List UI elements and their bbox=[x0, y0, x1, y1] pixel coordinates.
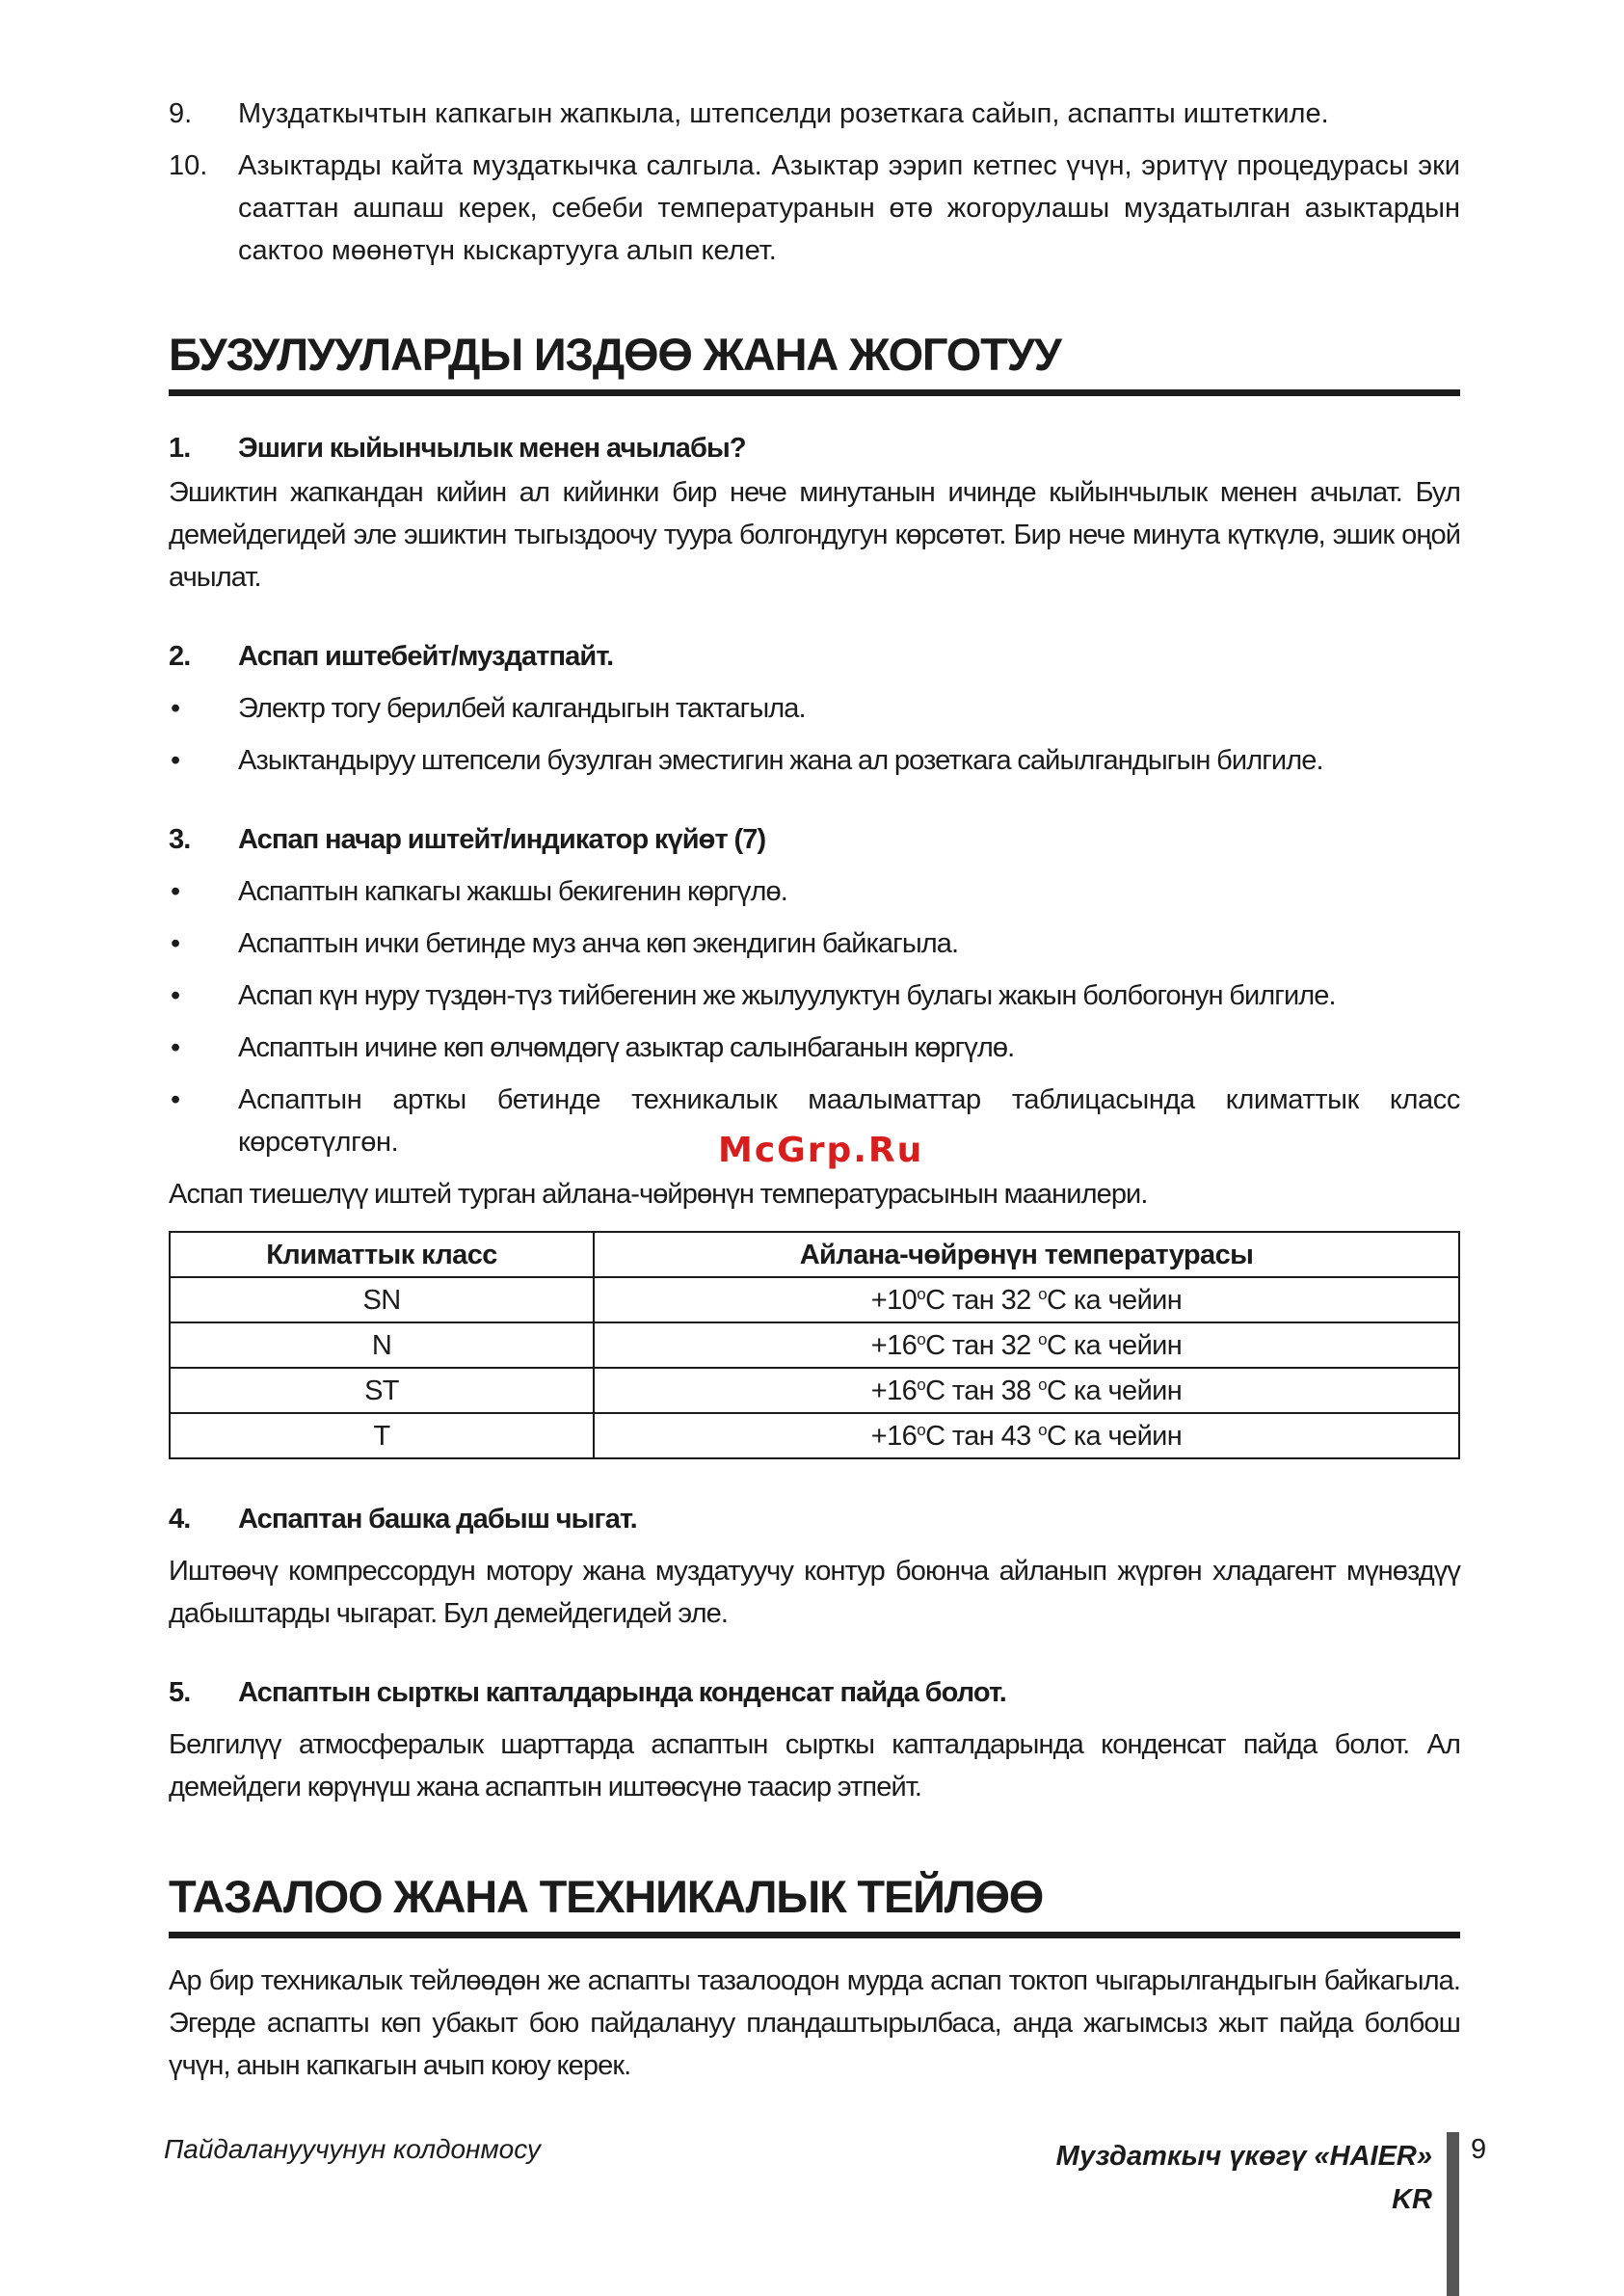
question-5-heading bbox=[169, 1671, 1460, 1714]
footer-language-code: KR bbox=[1392, 2184, 1432, 2215]
bullet-item: • Аспаптын арткы бетинде техникалык маалыматтар таблицасында климаттык класс көрсөтүлгөн. bbox=[169, 1079, 1460, 1163]
step-number: 9. bbox=[169, 98, 193, 129]
footer-product-name: Муздаткыч үкөгү «HAIER» bbox=[1055, 2141, 1432, 2172]
section-title-cleaning: ТАЗАЛОО ЖАНА ТЕХНИКАЛЫК ТЕЙЛӨӨ bbox=[169, 1868, 1460, 1938]
temperature-range-cell: $+16^oC$ тан 43 $^o$C ка чейин bbox=[594, 1413, 1459, 1458]
section-title-troubleshooting: БУЗУЛУУЛАРДЫ ИЗДӨӨ ЖАНА ЖОГОТУУ bbox=[169, 326, 1460, 396]
step-text: Азыктарды кайта муздаткычка салгыла. Азыктар ээрип кетпес үчүн, эритүү процедурасы эки сааттан ашпаш керек, себеби температуранын өтө жогорулашы муздатылган азыктардын сактоо мөөнөтүн кыскартууга алып келет. bbox=[238, 150, 1460, 266]
bullet-dot-icon: • bbox=[171, 1032, 180, 1063]
bullet-dot-icon: • bbox=[171, 693, 180, 724]
question-2-heading bbox=[169, 635, 1460, 678]
bullet-dot-icon: • bbox=[171, 928, 180, 959]
climate-class-cell: ST bbox=[170, 1368, 594, 1413]
bullet-item: • Электр тогу берилбей калгандыгын тактагыла. bbox=[169, 687, 1460, 730]
question-number: 4. bbox=[169, 1504, 191, 1535]
watermark-text: McGrp.Ru bbox=[718, 1131, 924, 1170]
climate-table-caption: Аспап тиешелүү иштей турган айлана-чөйрөнүн температурасынын маанилери. bbox=[169, 1179, 1148, 1210]
step-number: 10. bbox=[169, 150, 208, 181]
question-4-heading bbox=[169, 1498, 1460, 1540]
table-row bbox=[170, 1322, 1459, 1368]
question-title: Аспаптан башка дабыш чыгат. bbox=[238, 1504, 637, 1535]
question-title: Аспап начар иштейт/индикатор күйөт (7) bbox=[238, 824, 766, 855]
question-4-text: Иштөөчү компрессордун мотору жана муздатуучу контур боюнча айланып жүргөн хладагент мүнөздүү дабыштарды чыгарат. Бул демейдегидей эле. bbox=[169, 1556, 1460, 1629]
question-1-text: Эшиктин жапкандан кийин ал кийинки бир нече минутанын ичинде кыйынчылык менен ачылат. Бул демейдегидей эле эшиктин тыгыздоочу туура болгондугун көрсөтөт. Бир нече минута күткүлө, эшик оңой ачылат. bbox=[169, 477, 1460, 593]
climate-class-cell: SN bbox=[170, 1277, 594, 1322]
question-3-heading bbox=[169, 818, 1460, 861]
table-row bbox=[170, 1413, 1459, 1458]
temperature-range-cell: $+10^oC$ тан 32 $^o$C ка чейин bbox=[594, 1277, 1459, 1322]
footer-product-title bbox=[1056, 2135, 1432, 2222]
question-number: 1. bbox=[169, 433, 191, 464]
bullet-dot-icon: • bbox=[171, 876, 180, 907]
question-title: Эшиги кыйынчылык менен ачылабы? bbox=[238, 433, 746, 464]
table-header-row bbox=[170, 1232, 1459, 1277]
cleaning-text: Ар бир техникалык тейлөөдөн же аспапты тазалоодон мурда аспап токтоп чыгарылгандыгын байкагыла. Эгерде аспапты көп убакыт бою пайдалануу пландаштырылбаса, анда жагымсыз жыт пайда болбош үчүн, анын капкагын ачып коюу керек. bbox=[169, 1965, 1460, 2081]
bullet-item: • Азыктандыруу штепсели бузулган эместигин жана ал розеткага сайылгандыгын билгиле. bbox=[169, 739, 1460, 782]
bullet-item: • Аспаптын капкагы жакшы бекигенин көргүлө. bbox=[169, 870, 1460, 913]
climate-class-cell: N bbox=[170, 1322, 594, 1368]
bullet-dot-icon: • bbox=[171, 980, 180, 1011]
footer-manual-title: Пайдалануучунун колдонмосу bbox=[164, 2134, 541, 2164]
temperature-range-cell: $+16^oC$ тан 32 $^o$C ка чейин bbox=[594, 1322, 1459, 1368]
question-5-text: Белгилүү атмосфералык шарттарда аспаптын сырткы капталдарында конденсат пайда болот. Ал демейдеги көрүнүш жана аспаптын иштөөсүнө таасир этпейт. bbox=[169, 1729, 1460, 1802]
question-title: Аспаптын сырткы капталдарында конденсат пайда болот. bbox=[238, 1677, 1006, 1708]
table-row bbox=[170, 1277, 1459, 1322]
document-page bbox=[169, 93, 1460, 2087]
bullet-item: • Аспаптын ичине көп өлчөмдөгү азыктар салынбаганын көргүлө. bbox=[169, 1027, 1460, 1069]
table-row bbox=[170, 1368, 1459, 1413]
question-number: 5. bbox=[169, 1677, 191, 1708]
climate-class-cell: T bbox=[170, 1413, 594, 1458]
step-text: Муздаткычтын капкагын жапкыла, штепселди розеткага сайып, аспапты иштеткиле. bbox=[238, 98, 1329, 129]
climate-class-table bbox=[169, 1231, 1460, 1459]
question-number: 2. bbox=[169, 641, 191, 672]
step-9 bbox=[169, 93, 1460, 135]
bullet-dot-icon: • bbox=[171, 1084, 180, 1115]
footer-divider-bar bbox=[1447, 2132, 1459, 2296]
temperature-range-cell: $+16^oC$ тан 38 $^o$C ка чейин bbox=[594, 1368, 1459, 1413]
question-1-heading bbox=[169, 427, 1460, 469]
table-header-climate-class: Климаттык класс bbox=[170, 1232, 594, 1277]
table-header-temperature: Айлана-чөйрөнүн температурасы bbox=[594, 1232, 1459, 1277]
question-number: 3. bbox=[169, 824, 191, 855]
bullet-dot-icon: • bbox=[171, 745, 180, 776]
bullet-item: • Аспап күн нуру түздөн-түз тийбегенин же жылуулуктун булагы жакын болбогонун билгиле. bbox=[169, 974, 1460, 1017]
bullet-item: • Аспаптын ички бетинде муз анча көп экендигин байкагыла. bbox=[169, 922, 1460, 965]
page-number: 9 bbox=[1471, 2134, 1487, 2165]
question-title: Аспап иштебейт/муздатпайт. bbox=[238, 641, 614, 672]
step-10 bbox=[169, 145, 1460, 272]
